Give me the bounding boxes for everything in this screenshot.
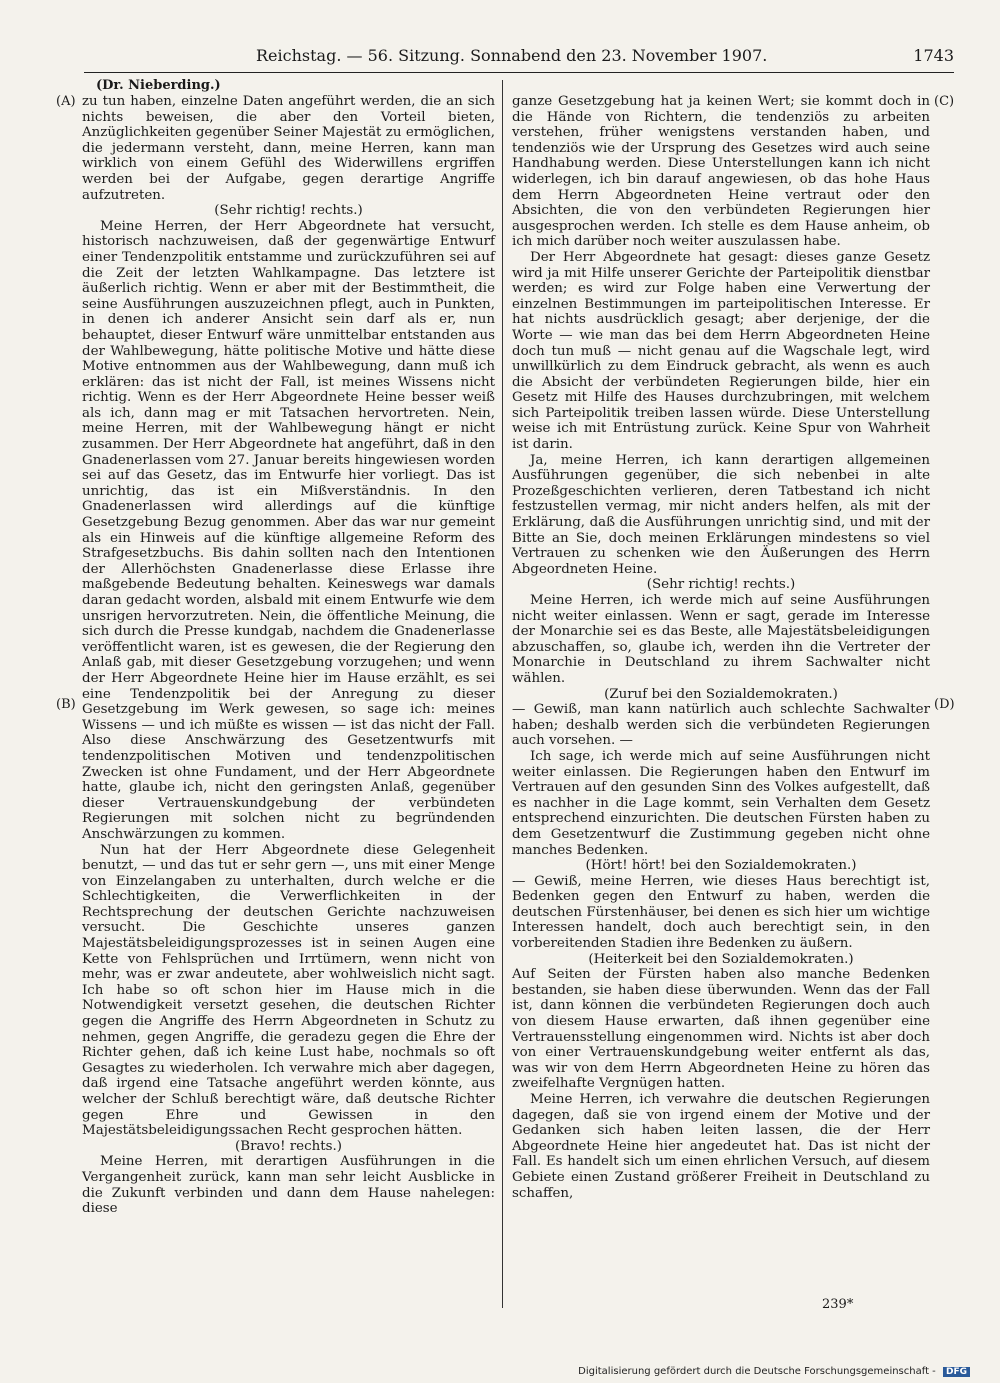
column-divider: [502, 80, 503, 1308]
paragraph: — Gewiß, meine Herren, wie dieses Haus berechtigt ist, Bedenken gegen den Entwurf zu haben, werden die deutschen Fürstenhäuser, bei denen es sich hier um wichtige Interessen handelt, doch auch berechtigt sein, in den vorbereitenden Stadien ihre Bedenken zu äußern.: [512, 873, 930, 952]
page-number: 1743: [913, 46, 954, 65]
interjection: (Zuruf bei den Sozialdemokraten.): [604, 686, 838, 702]
signature-mark: 239*: [822, 1297, 854, 1312]
paragraph: — Gewiß, man kann natürlich auch schlechte Sachwalter haben; deshalb werden sich die verbündeten Regierungen auch vorsehen. —: [512, 702, 930, 749]
margin-marker-c: (C): [934, 94, 955, 109]
interjection: (Hört! hört! bei den Sozialdemokraten.): [585, 858, 857, 874]
paragraph: Meine Herren, mit derartigen Ausführungen in die Vergangenheit zurück, kann man sehr leicht Ausblicke in die Zukunft verbinden und dann dem Hause nahelegen: diese: [82, 1154, 495, 1217]
paragraph: ganze Gesetzgebung hat ja keinen Wert; sie kommt doch in die Hände von Richtern, die tendenziös zu arbeiten verstehen, früher wenigstens verstanden haben, und tendenziös wie der Ursprung des Gesetzes wird auch seine Handhabung werden. Diese Unterstellungen kann ich nicht widerlegen, ich bin darauf angewiesen, ob das hohe Haus dem Herrn Abgeordneten Heine vertraut oder den Absichten, die von den verbündeten Regierungen hier ausgesprochen werden. Ich stelle es dem Hause anheim, ob ich mich darüber noch weiter auszulassen habe.: [512, 94, 930, 250]
margin-marker-b: (B): [56, 697, 76, 712]
dfg-logo: DFG: [943, 1367, 970, 1377]
interjection: (Sehr richtig! rechts.): [646, 577, 796, 593]
page-header: [84, 46, 954, 70]
left-column: [82, 94, 495, 1217]
paragraph: zu tun haben, einzelne Daten angeführt werden, die an sich nichts beweisen, die aber den Vorteil bieten, Anzüglichkeiten gegenüber Seiner Majestät zu ermöglichen, die jedermann versteht, dann, meine Herren, kann man wirklich von einem Gefühl des Widerwillens ergriffen werden bei der Aufgabe, gegen derartige Angriffe aufzutreten.: [82, 94, 495, 203]
paragraph: Meine Herren, der Herr Abgeordnete hat versucht, historisch nachzuweisen, daß der gegenwärtige Entwurf einer Tendenzpolitik entstamme und zurückzuführen sei auf die Zeit der letzten Wahlkampagne. Das letztere ist äußerlich richtig. Wenn er aber mit der Bestimmtheit, die seine Ausführungen auszuzeichnen pflegt, auch in Punkten, in denen ich anderer Ansicht sein darf als er, nun behauptet, dieser Entwurf wäre unmittelbar entstanden aus der Wahlbewegung, hätte politische Motive und hätte diese Motive entnommen aus der Wahlbewegung, dann muß ich erklären: das ist nicht der Fall, ist meines Wissens nicht richtig. Wenn es der Herr Abgeordnete Heine besser weiß als ich, dann mag er mit Tatsachen hervortreten. Nein, meine Herren, mit der Wahlbewegung hängt er nicht zusammen. Der Herr Abgeordnete hat angeführt, daß in den Gnadenerlassen vom 27. Januar bereits hingewiesen worden sei auf das Gesetz, das im Entwurfe hier vorliegt. Das ist unrichtig, das ist ein Mißverständnis. In den Gnadenerlassen wird allerdings auf die künftige Gesetzgebung Bezug genommen. Aber das war nur gemeint als ein Hinweis auf die künftige allgemeine Reform des Strafgesetzbuchs. Bis dahin sollten nach den Intentionen der Allerhöchsten Gnadenerlasse diese Erlasse ihre maßgebende Bedeutung behalten. Keineswegs war damals daran gedacht worden, alsbald mit einem Entwurfe wie dem unsrigen hervorzutreten. Nein, die öffentliche Meinung, die sich durch die Presse kundgab, nachdem die Gnadenerlasse veröffentlicht waren, ist es gewesen, die der Regierung den Anlaß gab, mit dieser Gesetzgebung vorzugehen; und wenn der Herr Abgeordnete Heine hier im Hause erzählt, es sei eine Tendenzpolitik bei der Anregung zu dieser Gesetzgebung im Werk gewesen, so sage ich: meines Wissens — und ich müßte es wissen — ist das nicht der Fall. Also diese Anschwärzung des Gesetzentwurfs mit tendenzpolitischen Motiven und tendenzpolitischen Zwecken ist ohne Fundament, und der Herr Abgeordnete hatte, glaube ich, nicht den geringsten Anlaß, gegenüber dieser Vertrauenskundgebung der verbündeten Regierungen mit solchen nicht zu begründenden Anschwärzungen zu kommen.: [82, 218, 495, 842]
margin-marker-a: (A): [56, 94, 76, 109]
header-rule: [84, 72, 954, 73]
interjection: (Heiterkeit bei den Sozialdemokraten.): [588, 951, 854, 967]
running-title: Reichstag. — 56. Sitzung. Sonnabend den 23. November 1907.: [256, 46, 768, 65]
footer-credit: [578, 1366, 970, 1377]
paragraph: Der Herr Abgeordnete hat gesagt: dieses ganze Gesetz wird ja mit Hilfe unserer Gerichte der Parteipolitik dienstbar werden; es wird zur Folge haben eine Verwertung der einzelnen Bestimmungen im parteipolitischen Interesse. Er hat nichts ausdrücklich gesagt; aber derjenige, der die Worte — wie man das bei dem Herrn Abgeordneten Heine doch tun muß — nicht genau auf die Wagschale legt, wird unwillkürlich zu dem Eindruck gebracht, als wenn es auch die Absicht der verbündeten Regierungen bilde, hier ein Gesetz mit Hilfe des Hauses durchzubringen, mit welchem sich Parteipolitik treiben lassen würde. Diese Unterstellung weise ich mit Entrüstung zurück. Keine Spur von Wahrheit ist darin.: [512, 249, 930, 453]
speaker-label: (Dr. Nieberding.): [96, 78, 221, 93]
paragraph: Meine Herren, ich werde mich auf seine Ausführungen nicht weiter einlassen. Wenn er sagt, gerade im Interesse der Monarchie sei es das Beste, alle Majestätsbeleidigungen abzuschaffen, so, glaube ich, werden ihn die Vertreter der Monarchie in Deutschland zu ihrem Sachwalter nicht wählen.: [512, 593, 930, 686]
paragraph: Auf Seiten der Fürsten haben also manche Bedenken bestanden, sie haben diese überwunden. Wenn das der Fall ist, dann können die verbündeten Regierungen doch auch von diesem Hause erwarten, daß ihnen gegenüber eine Vertrauensstellung eingenommen wird. Nichts ist aber doch von einer Vertrauenskundgebung weiter entfernt als das, was wir von dem Herrn Abgeordneten Heine zu hören das zweifelhafte Vergnügen hatten.: [512, 967, 930, 1092]
paragraph: Meine Herren, ich verwahre die deutschen Regierungen dagegen, daß sie von irgend einem der Motive und der Gedanken sich haben leiten lassen, die der Herr Abgeordnete Heine hier angedeutet hat. Das ist nicht der Fall. Es handelt sich um einen ehrlichen Versuch, auf diesem Gebiete einen Zustand größerer Freiheit in Deutschland zu schaffen,: [512, 1092, 930, 1201]
interjection: (Bravo! rechts.): [235, 1138, 342, 1154]
margin-marker-d: (D): [934, 697, 955, 712]
interjection: (Sehr richtig! rechts.): [214, 203, 363, 219]
paragraph: Ich sage, ich werde mich auf seine Ausführungen nicht weiter einlassen. Die Regierungen haben den Entwurf im Vertrauen auf den gesunden Sinn des Volkes aufgestellt, daß es nachher in die Lage kommt, sein Verhalten dem Gesetz entsprechend einzurichten. Die deutschen Fürsten haben zu dem Gesetzentwurf die Zustimmung gegeben nicht ohne manches Bedenken.: [512, 748, 930, 858]
paragraph: Nun hat der Herr Abgeordnete diese Gelegenheit benutzt, — und das tut er sehr gern —, uns mit einer Menge von Einzelangaben zu unterhalten, durch welche er die Schlechtigkeiten, die Verwerflichkeiten in der Rechtsprechung der deutschen Gerichte nachzuweisen versucht. Die Geschichte unseres ganzen Majestätsbeleidigungsprozesses ist in seinen Augen eine Kette von Fehlsprüchen und Irrtümern, wenn nicht von mehr, was er zwar andeutete, aber wohlweislich nicht sagt. Ich habe so oft schon hier im Hause mich in die Notwendigkeit versetzt gesehen, die deutschen Richter gegen die Angriffe des Herrn Abgeordneten in Schutz zu nehmen, gegen Angriffe, die geradezu gegen die Ehre der Richter gehen, daß ich keine Lust habe, nochmals so oft Gesagtes zu wiederholen. Ich verwahre mich aber dagegen, daß irgend eine Tatsache angeführt werden könnte, aus welcher der Schluß berechtigt wäre, daß deutsche Richter gegen Ehre und Gewissen in den Majestätsbeleidigungssachen Recht gesprochen hätten.: [82, 842, 495, 1139]
paragraph: Ja, meine Herren, ich kann derartigen allgemeinen Ausführungen gegenüber, die sich nebenbei in alte Prozeßgeschichten verlieren, deren Tatbestand ich nicht festzustellen vermag, mir nicht anders helfen, als mit der Erklärung, daß die Ausführungen unrichtig sind, und mit der Bitte an Sie, doch meinen Erklärungen mindestens so viel Vertrauen zu schenken wie den Äußerungen des Herrn Abgeordneten Heine.: [512, 452, 930, 577]
right-column: [512, 94, 930, 1201]
footer-text: Digitalisierung gefördert durch die Deutsche Forschungsgemeinschaft -: [578, 1366, 936, 1377]
